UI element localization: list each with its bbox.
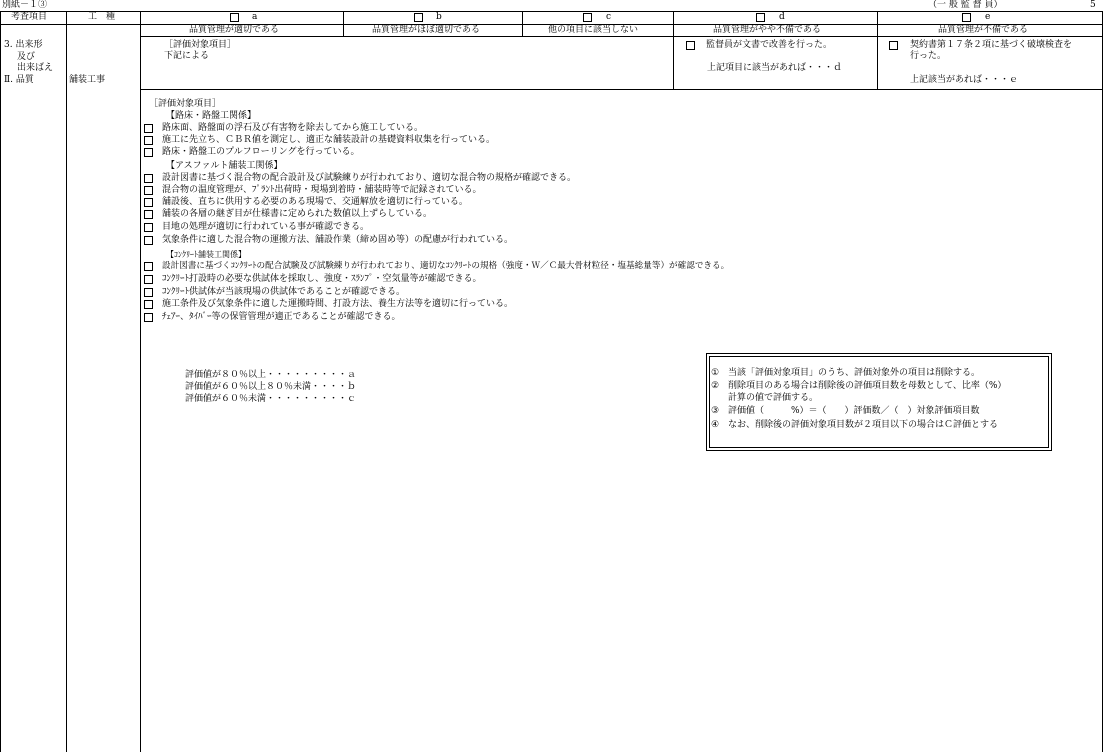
eval-item: 路床・路盤工のプルフローリングを行っている。	[162, 147, 360, 157]
grid-line	[673, 11, 674, 89]
grid-line	[66, 11, 67, 752]
eval-section-label: ［評価対象項目］	[149, 99, 222, 109]
grid-line	[0, 11, 1, 752]
eval-checkbox[interactable]	[144, 262, 153, 271]
note-text: 当該「評価対象項目」のうち、評価対象外の項目は削除する。	[728, 368, 981, 378]
top-eval-value: 下記による	[164, 51, 210, 61]
checkbox-d[interactable]	[756, 13, 765, 22]
note-text: 評価値（ %）＝（ ）評価数／（ ）対象評価項目数	[728, 406, 980, 416]
note-text: 計算の値で評価する。	[728, 393, 819, 403]
grid-line	[140, 11, 141, 752]
item-line-3: 出来ばえ	[17, 63, 54, 73]
eval-checkbox[interactable]	[144, 223, 153, 232]
desc-b: 品質管理がほぼ適切である	[372, 25, 481, 35]
rating-b: 評価値が６０％以上８０％未満・・・・ｂ	[185, 382, 357, 392]
eval-item: 舗装の各層の継ぎ目が仕様書に定められた数値以上ずらしている。	[162, 209, 433, 219]
checkbox-b[interactable]	[414, 13, 423, 22]
eval-checkbox[interactable]	[144, 124, 153, 133]
letter-a: a	[252, 12, 258, 22]
header-work-type: 工 種	[88, 12, 116, 22]
form-id: 別紙－１③	[2, 0, 48, 10]
note-num: ③	[711, 406, 720, 416]
eval-item: 舗設後、直ちに供用する必要のある現場で、交通解放を適切に行っている。	[162, 197, 468, 207]
checkbox-a[interactable]	[230, 13, 239, 22]
eval-item: 施工条件及び気象条件に適した運搬時間、打設方法、養生方法等を適切に行っている。	[162, 299, 514, 309]
inspector-label: （一 般 監 督 員）	[928, 0, 1003, 10]
checkbox-e[interactable]	[962, 13, 971, 22]
eval-checkbox[interactable]	[144, 236, 153, 245]
rating-c: 評価値が６０％未満・・・・・・・・・ｃ	[185, 394, 357, 404]
eval-item: 設計図書に基づくｺﾝｸﾘｰﾄの配合試験及び試験練りが行われており、適切なｺﾝｸﾘｰﾄの規格（強度・Ｗ／Ｃ最大骨材粒径・塩基総量等）が確認できる。	[162, 261, 730, 271]
top-eval-label: ［評価対象項目］	[164, 40, 237, 50]
group-title: 【路床・路盤工関係】	[166, 111, 257, 121]
note-num: ①	[711, 368, 720, 378]
item-line-4: Ⅱ. 品質	[4, 75, 34, 85]
note-text: なお、削除後の評価対象項目数が２項目以下の場合はＣ評価とする	[728, 420, 999, 430]
eval-checkbox[interactable]	[144, 275, 153, 284]
eval-checkbox[interactable]	[144, 300, 153, 309]
grid-line	[0, 11, 1103, 12]
d-criterion-text: 監督員が文書で改善を行った。	[706, 40, 833, 50]
eval-checkbox[interactable]	[144, 148, 153, 157]
item-line-1: 3. 出来形	[4, 40, 43, 50]
eval-checkbox[interactable]	[144, 136, 153, 145]
d-criterion-footer: 上記項目に該当があれば・・・ｄ	[707, 63, 843, 73]
eval-item: 目地の処理が適切に行われている事が確認できる。	[162, 222, 370, 232]
e-criterion-footer: 上記該当があれば・・・ｅ	[910, 75, 1019, 85]
grid-line	[522, 11, 523, 36]
note-num: ④	[711, 420, 720, 430]
eval-checkbox[interactable]	[144, 174, 153, 183]
eval-checkbox[interactable]	[144, 313, 153, 322]
desc-c: 他の項目に該当しない	[548, 25, 639, 35]
checkbox-d-criterion[interactable]	[686, 41, 695, 50]
eval-item: 路床面、路盤面の浮石及び有害物を除去してから施工している。	[162, 123, 424, 133]
e-criterion-text-2: 行った。	[910, 51, 947, 61]
eval-item: ｺﾝｸﾘｰﾄ供試体が当該現場の供試体であることが確認できる。	[162, 287, 406, 297]
header-item: 考査項目	[11, 12, 48, 22]
checkbox-c[interactable]	[583, 13, 592, 22]
item-line-2: 及び	[17, 52, 36, 62]
group-title: 【ｺﾝｸﾘｰﾄ舗装工関係】	[166, 250, 246, 259]
letter-c: c	[606, 12, 612, 22]
work-type-value: 舗装工事	[69, 75, 106, 85]
desc-e: 品質管理が不備である	[938, 25, 1029, 35]
eval-item: 混合物の温度管理が、ﾌﾟﾗﾝﾄ出荷時・現場到着時・舗装時等で記録されている。	[162, 185, 482, 195]
note-text: 削除項目のある場合は削除後の評価項目数を母数として、比率（%）	[728, 381, 1007, 391]
letter-d: d	[779, 12, 785, 22]
eval-item: ｺﾝｸﾘｰﾄ打設時の必要な供試体を採取し、強度・ｽﾗﾝﾌﾟ・空気量等が確認できる。	[162, 274, 482, 284]
eval-item: 気象条件に適した混合物の運搬方法、舗設作業（締め固め等）の配慮が行われている。	[162, 235, 514, 245]
grid-line	[343, 11, 344, 36]
eval-checkbox[interactable]	[144, 210, 153, 219]
eval-checkbox[interactable]	[144, 288, 153, 297]
desc-a: 品質管理が適切である	[189, 25, 280, 35]
letter-b: b	[436, 12, 442, 22]
grid-line	[877, 11, 878, 89]
rating-a: 評価値が８０％以上・・・・・・・・・ａ	[185, 370, 357, 380]
letter-e: e	[985, 12, 991, 22]
eval-item: 施工に先立ち、ＣＢＲ値を測定し、適正な舗装設計の基礎資料収集を行っている。	[162, 135, 496, 145]
checkbox-e-criterion[interactable]	[889, 41, 898, 50]
grid-line	[140, 89, 1103, 90]
eval-checkbox[interactable]	[144, 186, 153, 195]
grid-line	[140, 36, 1103, 37]
group-title: 【アスファルト舗装工関係】	[166, 161, 283, 171]
eval-item: 設計図書に基づく混合物の配合設計及び試験練りが行われており、適切な混合物の規格が確認できる。	[162, 173, 577, 183]
desc-d: 品質管理がやや不備である	[713, 25, 822, 35]
eval-item: ﾁｪｱｰ、ﾀｲﾊﾞｰ等の保管管理が適正であることが確認できる。	[162, 312, 401, 322]
note-num: ②	[711, 381, 720, 391]
eval-checkbox[interactable]	[144, 198, 153, 207]
page-number: 5	[1090, 0, 1096, 10]
e-criterion-text-1: 契約書第１７条２項に基づく破壊検査を	[910, 40, 1073, 50]
